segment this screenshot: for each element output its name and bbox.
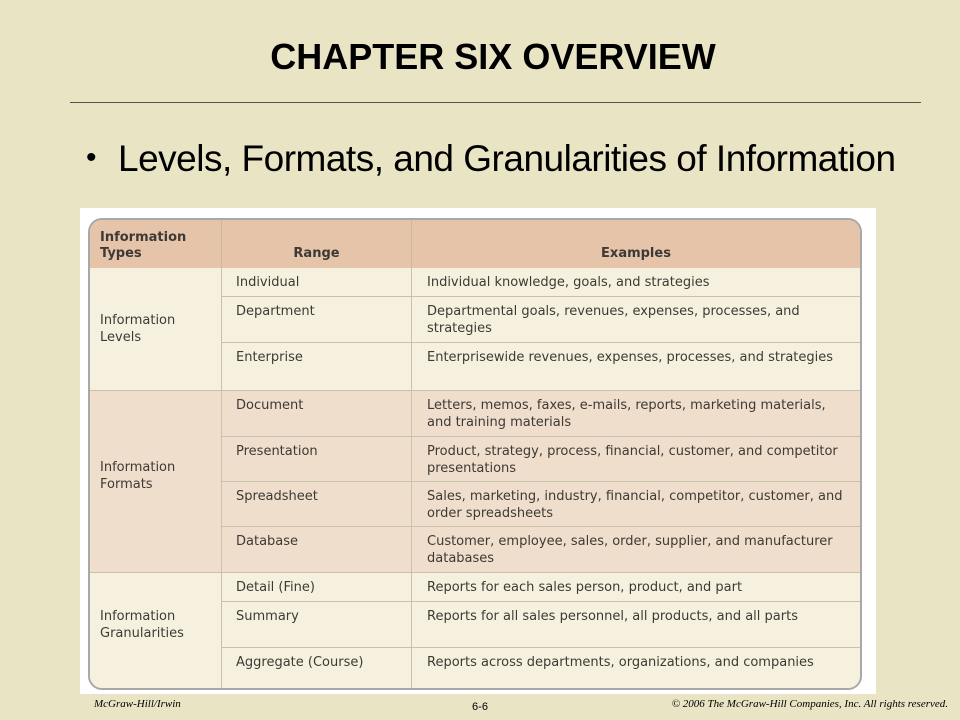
- group-label-line2: Granularities: [100, 626, 184, 641]
- table-row: [221, 343, 860, 391]
- range-cell: Presentation: [236, 444, 318, 459]
- group-information-levels: [90, 268, 860, 391]
- bullet-icon: •: [86, 141, 97, 174]
- range-cell: Detail (Fine): [236, 580, 315, 595]
- table-header: [90, 220, 860, 269]
- examples-cell: Departmental goals, revenues, expenses, processes, and strategies: [411, 297, 860, 342]
- group-label-line2: Levels: [100, 330, 142, 345]
- examples-cell: Individual knowledge, goals, and strategies: [411, 268, 860, 296]
- bullet-text: Levels, Formats, and Granularities of Information: [118, 138, 896, 179]
- range-cell: Document: [236, 398, 304, 413]
- info-types-table: [88, 218, 862, 690]
- group-label-line1: Information: [100, 609, 176, 624]
- table-row: [221, 437, 860, 482]
- footer-publisher: McGraw-Hill/Irwin: [94, 698, 181, 710]
- group-information-granularities: [90, 573, 860, 688]
- examples-cell: Reports for all sales personnel, all products, and all parts: [411, 602, 860, 647]
- range-cell: Department: [236, 304, 315, 319]
- group-label: [100, 459, 220, 493]
- examples-cell: Reports across departments, organizations, and companies: [411, 648, 860, 688]
- table-row: [221, 602, 860, 648]
- header-information-types: [90, 220, 221, 268]
- header-types-line2: Types: [100, 246, 142, 261]
- footer-copyright: © 2006 The McGraw-Hill Companies, Inc. All rights reserved.: [671, 698, 948, 710]
- group-label: [100, 608, 220, 642]
- table-row: [221, 391, 860, 437]
- table-row: [221, 648, 860, 688]
- range-cell: Aggregate (Course): [236, 655, 364, 670]
- range-cell: Individual: [236, 275, 300, 290]
- group-label-line2: Formats: [100, 477, 153, 492]
- group-label-line1: Information: [100, 313, 176, 328]
- range-cell: Spreadsheet: [236, 489, 318, 504]
- table-row: [221, 297, 860, 343]
- examples-cell: Sales, marketing, industry, financial, competitor, customer, and order spreadsheets: [411, 482, 860, 526]
- bullet-item: [86, 138, 896, 180]
- range-cell: Summary: [236, 609, 299, 624]
- table-row: [221, 268, 860, 297]
- header-types-line1: Information: [100, 230, 187, 245]
- range-cell: Database: [236, 534, 299, 549]
- group-information-formats: [90, 391, 860, 573]
- examples-cell: Product, strategy, process, financial, customer, and competitor presentations: [411, 437, 860, 481]
- footer-slide-number: 6-6: [472, 701, 488, 713]
- table-row: [221, 482, 860, 527]
- examples-cell: Reports for each sales person, product, and part: [411, 573, 860, 601]
- title-divider: [70, 102, 921, 103]
- group-label-line1: Information: [100, 460, 176, 475]
- examples-cell: Customer, employee, sales, order, supplier, and manufacturer databases: [411, 527, 860, 573]
- examples-cell: Enterprisewide revenues, expenses, processes, and strategies: [411, 343, 860, 391]
- table-row: [221, 527, 860, 573]
- header-examples: Examples: [411, 220, 860, 268]
- slide-title: CHAPTER SIX OVERVIEW: [270, 36, 716, 77]
- examples-cell: Letters, memos, faxes, e-mails, reports, marketing materials, and training materials: [411, 391, 860, 436]
- table-row: [221, 573, 860, 602]
- header-range: Range: [221, 220, 411, 268]
- range-cell: Enterprise: [236, 350, 303, 365]
- group-label: [100, 312, 220, 346]
- table-panel: [80, 208, 876, 694]
